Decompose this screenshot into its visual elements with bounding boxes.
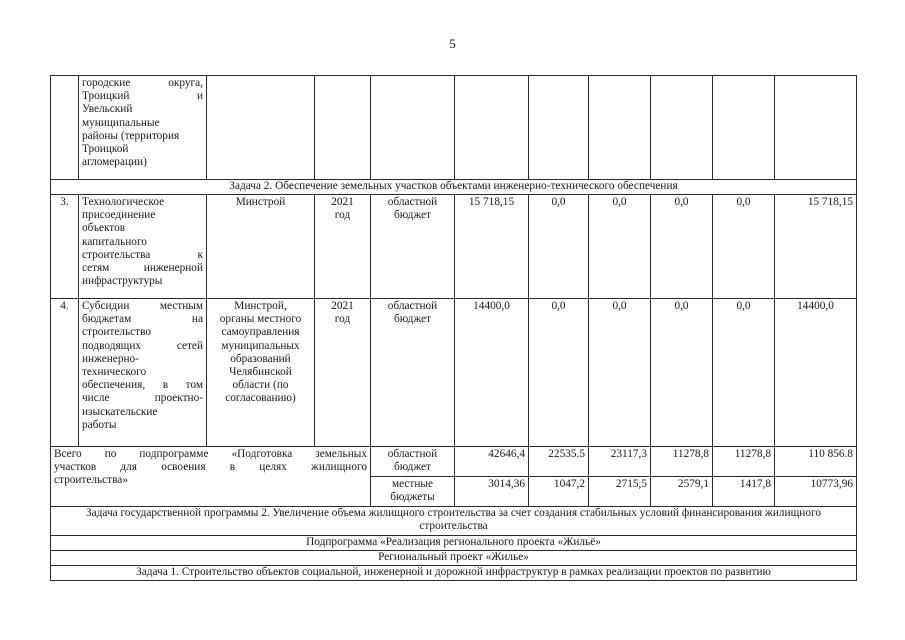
description-line: сетям инженерной	[82, 262, 203, 275]
value-cell: 0,0	[713, 195, 775, 299]
executor-line: согласованию)	[225, 392, 296, 405]
executor-cell	[207, 299, 315, 447]
value-cell: 1417,8	[713, 477, 775, 507]
table-row	[51, 299, 857, 447]
year-cell	[315, 299, 371, 447]
value-cell	[713, 76, 775, 180]
executor-line: Минстрой,	[234, 300, 287, 312]
value-cell: 0,0	[589, 195, 651, 299]
total-row-regional	[51, 447, 857, 477]
total-cell: 14400,0	[775, 299, 857, 447]
source-cell	[371, 299, 455, 447]
page-number: 5	[449, 36, 456, 51]
description-line: Увельский	[82, 103, 133, 116]
section-header-row	[51, 566, 857, 581]
source-cell	[371, 195, 455, 299]
description-line: числе проектно-	[82, 392, 203, 405]
description-cell	[79, 299, 207, 447]
source-line: бюджет	[394, 209, 431, 222]
value-cell: 0,0	[589, 299, 651, 447]
program-table	[50, 75, 857, 581]
description-line: агломерации)	[82, 156, 147, 169]
value-cell: 3014,36	[455, 477, 529, 507]
task1-header: Задача 1. Строительство объектов социальной, инженерной и дорожной инфраструктур в рамках реализации проектов по развитию	[51, 566, 857, 581]
description-line: инфраструктуры	[82, 275, 163, 288]
year-line: год	[334, 313, 351, 326]
executor-cell	[207, 76, 315, 180]
value-cell: 0,0	[651, 195, 713, 299]
executor-line: муниципальных	[221, 339, 300, 352]
year-cell	[315, 195, 371, 299]
description-line: подводящих сетей	[82, 339, 203, 352]
value-cell: 11278,8	[651, 447, 713, 477]
executor-line: Челябинской	[229, 366, 292, 379]
description-line: объектов	[82, 222, 126, 235]
section-header-row	[51, 507, 857, 536]
source-cell	[371, 447, 455, 477]
description-line: муниципальные	[82, 116, 160, 129]
description-line: районы (территория	[82, 129, 180, 142]
description-line: строительства к	[82, 248, 203, 261]
description-line: Троицкой	[82, 143, 129, 156]
source-line: бюджеты	[390, 491, 435, 504]
value-cell: 11278,8	[713, 447, 775, 477]
value-cell: 23117,3	[589, 447, 651, 477]
source-line: местные	[391, 478, 434, 490]
task2-header: Задача 2. Обеспечение земельных участков объектами инженерно-технического обеспечения	[51, 180, 857, 195]
description-line: бюджетам на	[82, 313, 203, 326]
total-cell: 110 856.8	[775, 447, 857, 477]
section-header-row	[51, 180, 857, 195]
executor-line: области (по	[232, 379, 289, 392]
value-cell: 42646,4	[455, 447, 529, 477]
description-line: Субсидии местным	[82, 300, 203, 312]
num-cell	[51, 76, 79, 180]
value-cell: 1047,2	[529, 477, 589, 507]
num-cell: 3.	[51, 195, 79, 299]
total-label-line: участков для освоения в целях жилищного	[54, 461, 367, 474]
num-cell: 4.	[51, 299, 79, 447]
source-cell	[371, 477, 455, 507]
total-cell: 15 718,15	[775, 195, 857, 299]
value-cell: 0,0	[713, 299, 775, 447]
value-cell: 15 718,15	[455, 195, 529, 299]
value-cell	[529, 76, 589, 180]
description-line: Технологическое	[82, 196, 165, 208]
description-line: технического	[82, 366, 147, 379]
description-cell	[79, 76, 207, 180]
description-line: присоединение	[82, 209, 156, 222]
source-line: областной	[387, 448, 438, 460]
executor-line: самоуправления	[221, 326, 300, 339]
source-cell	[371, 76, 455, 180]
source-line: бюджет	[394, 461, 431, 474]
subprogram-header: Подпрограмма «Реализация регионального проекта «Жильё»	[51, 536, 857, 551]
total-cell: 10773,96	[775, 477, 857, 507]
value-cell: 0,0	[651, 299, 713, 447]
value-cell: 0,0	[529, 299, 589, 447]
source-line: областной	[387, 300, 438, 312]
table-row	[51, 76, 857, 180]
description-line: изыскательские	[82, 405, 158, 418]
description-line: инженерно-	[82, 352, 139, 365]
year-line: 2021	[331, 300, 354, 312]
value-cell: 22535.5	[529, 447, 589, 477]
total-label-cell	[51, 447, 371, 507]
description-line: Троицкий и	[82, 90, 203, 103]
value-cell: 2579,1	[651, 477, 713, 507]
executor-cell: Минстрой	[207, 195, 315, 299]
source-line: областной	[387, 196, 438, 208]
value-cell	[455, 76, 529, 180]
value-cell: 14400,0	[455, 299, 529, 447]
year-cell	[315, 76, 371, 180]
program-task2-header: Задача государственной программы 2. Увеличение объема жилищного строительства за счет создания стабильных условий финансирования жилищного строительства	[51, 507, 857, 536]
total-cell	[775, 76, 857, 180]
source-line: бюджет	[394, 313, 431, 326]
description-line: обеспечения, в том	[82, 379, 203, 392]
value-cell	[589, 76, 651, 180]
executor-line: органы местного	[219, 313, 302, 326]
description-line: строительство	[82, 326, 152, 339]
regional-project-header: Региональный проект «Жилье»	[51, 551, 857, 566]
description-line: работы	[82, 418, 117, 431]
value-cell: 0,0	[529, 195, 589, 299]
description-cell	[79, 195, 207, 299]
description-line: городские округа,	[82, 77, 203, 89]
total-label-line: строительства»	[54, 474, 128, 487]
section-header-row	[51, 536, 857, 551]
year-line: год	[334, 209, 351, 222]
year-line: 2021	[331, 196, 354, 208]
total-label-line: Всего по подпрограмме «Подготовка земельных	[54, 448, 367, 460]
section-header-row	[51, 551, 857, 566]
executor-line: образований	[230, 352, 291, 365]
description-line: капитального	[82, 235, 147, 248]
value-cell	[651, 76, 713, 180]
value-cell: 2715,5	[589, 477, 651, 507]
table-row	[51, 195, 857, 299]
